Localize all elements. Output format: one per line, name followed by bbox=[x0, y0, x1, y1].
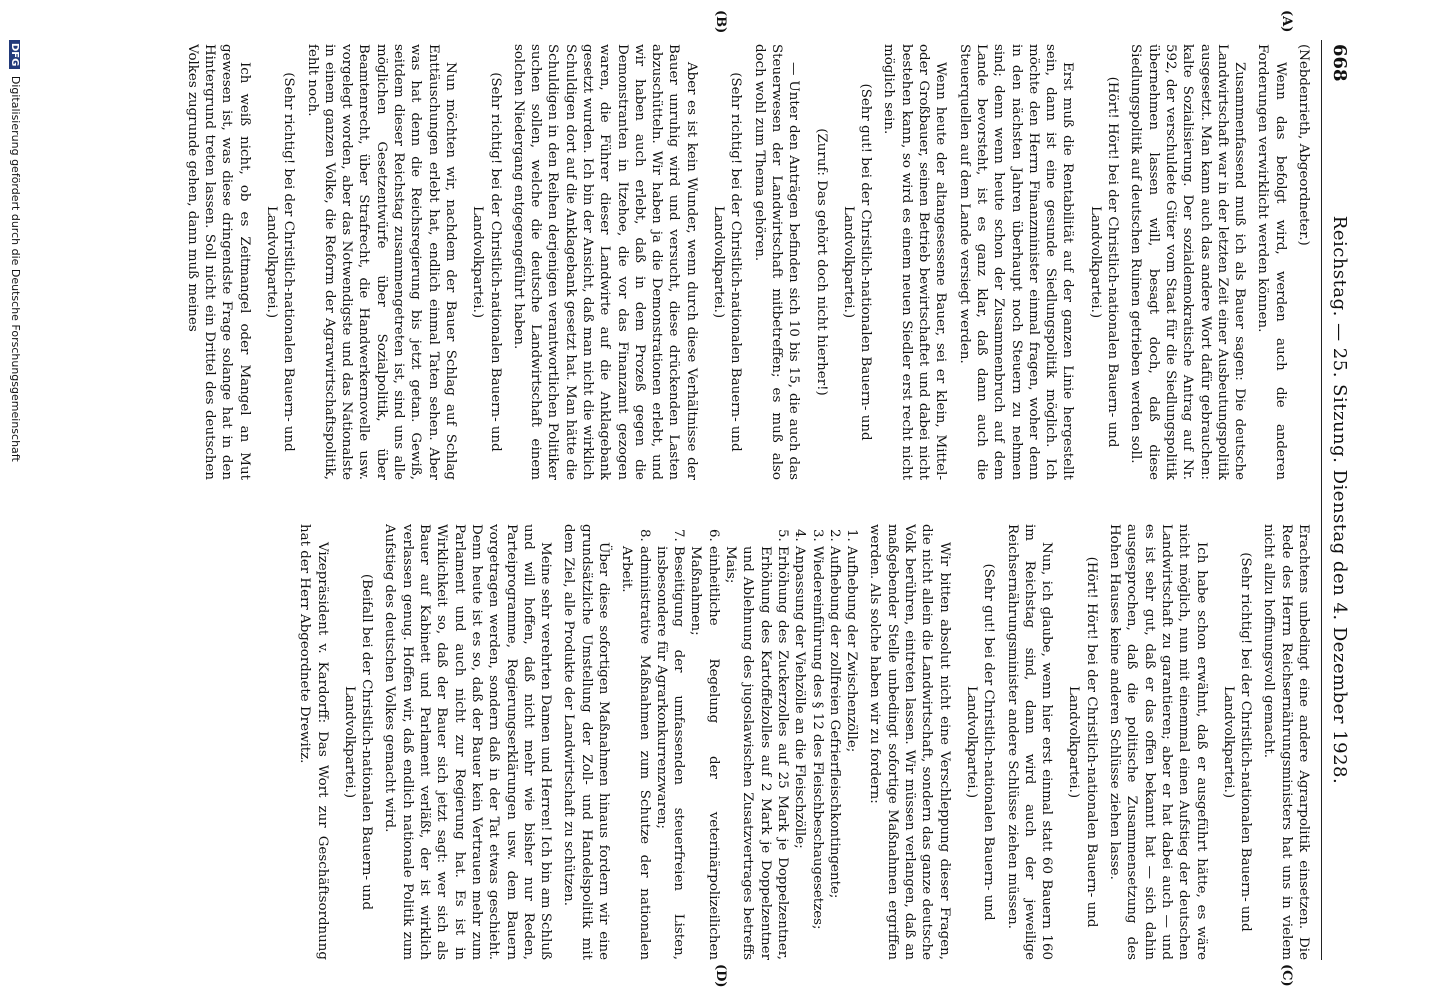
interjection: (Sehr gut! bei der Christlich-nationalen Bauern- und Landvolkpartei.) bbox=[963, 563, 997, 921]
list-item: 6. einheitliche Regelung der veterinärpolizeilichen Maßnahmen; bbox=[687, 546, 722, 960]
paragraph: Ich habe schon erwähnt, daß er ausgeführt hätte, es wäre nicht möglich, nun mit einemmal einen Aufstieg der deutschen Landwirtschaft zu garantieren; aber er hat dabei auch — und es ist sehr gut, daß er das offen bekannt hat — sich dahin ausgesprochen, daß die politische Zusammensetzung des Hohen Hauses keine anderen Schlüsse ziehen lasse. bbox=[1107, 524, 1209, 960]
interjection: (Sehr richtig! bei der Christlich-nationalen Bauern- und Landvolkpartei.) bbox=[1220, 552, 1254, 932]
page-header bbox=[1321, 40, 1352, 960]
interjection: (Hört! Hört! bei der Christlich-nationalen Bauern- und Landvolkpartei.) bbox=[1066, 556, 1099, 928]
paragraph: Wir bitten absolut nicht eine Verschleppung dieser Fragen, die nicht allein die Landwirtschaft, sondern das ganze deutsche Volk berühren, eintreten lassen. Wir müssen verlangen, daß an maßgebender Stelle unbedingt sofortige Maßnahmen ergriffen werden. Als solche haben wir zu fordern: bbox=[867, 524, 952, 960]
paragraph: Nun möchten wir, nachdem der Bauer Schlag auf Schlag Enttäuschungen erlebt hat, endlich einmal Taten sehen. Aber was hat denn die Reichsregierung bis jetzt getan. Gewiß, seitdem dieser Reichstag zusammengetreten ist, sind uns alle möglichen Gesetzentwürfe über Sozialpolitik, über Beamtenrecht, über Strafrecht, die Handwerkernovelle usw. vorgelegt worden, aber das Notwendigste und das Nationalste in einem ganzen Volke, die Reform der Agrarwirtschaftspolitik, fehlt noch. bbox=[304, 44, 458, 480]
interjection: (Sehr gut! bei der Christlich-nationalen Bauern- und Landvolkpartei.) bbox=[840, 83, 874, 441]
digitization-footer bbox=[9, 40, 22, 960]
paragraph: Erst muß die Rentabilität auf der ganzen Linie hergestellt sein, dann ist eine gesunde Siedlungspolitik möglich. Ich möchte den Herrn Finanzminister einmal fragen, woher denn in den nächsten Jahren überhaupt noch Steuern zu nehmen sind; denn wenn heute schon der Zusammenbruch auf dem Lande bevorsteht, ist es ganz klar, daß dann auch die Steuerquellen auf dem Lande versiegt werden. bbox=[956, 44, 1076, 480]
paragraph: Über diese sofortigen Maßnahmen hinaus fordern wir eine grundsätzliche Umstellung der Zoll- und Handelspolitik mit dem Ziel, alle Produkte der Landwirtschaft zu schützen. bbox=[561, 524, 612, 960]
paragraph: Wenn heute der altangesessene Bauer, sei er klein, Mittel- oder Großbauer, seinen Betrieb bewirtschaftet und dabei nicht bestehen kann, so wird es einem neuen Siedler erst recht nicht möglich sein. bbox=[881, 44, 949, 480]
paragraph: Erachtens unbedingt eine andere Agrarpolitik einsetzen. Die Rede des Herrn Reichsernährungsministers hat uns in vielem nicht allzu hoffnungsvoll gemacht. bbox=[1261, 524, 1311, 960]
page-number: 668 bbox=[1329, 44, 1350, 82]
interjection: (Zuruf: Das gehört doch nicht hierher!) bbox=[813, 128, 829, 396]
paragraph: Nun, ich glaube, wenn hier erst einmal statt 60 Bauern 160 im Reichstag sind, dann wird auch der jeweilige Reichsernährungsminister andere Schlüsse ziehen müssen. bbox=[1004, 524, 1055, 960]
list-item: 5. Erhöhung des Zuckerzolles auf 25 Mark je Doppelzentner, Erhöhung des Kartoffelzolles auf 2 Mark je Doppelzentner und Ablehnung des jugoslawischen Zusatzvertrages betreffs Mais; bbox=[722, 546, 791, 960]
interjection: (Beifall bei der Christlich-nationalen Bauern- und Landvolkpartei.) bbox=[341, 573, 375, 911]
paragraph: Wenn das befolgt wird, werden auch die anderen Forderungen verwirklicht werden können. bbox=[1255, 44, 1288, 480]
list-item: 4. Anpassung der Viehzölle an die Fleischzölle; bbox=[791, 546, 808, 960]
speaker-line: (Nebdenrieth, Abgeordneter.) bbox=[1296, 44, 1311, 246]
interjection: (Sehr richtig! bei der Christlich-nationalen Bauern- und Landvolkpartei.) bbox=[711, 72, 744, 452]
paragraph: Zusammenfassend muß ich als Bauer sagen: Die deutsche Landwirtschaft war in der letzten Zeit einer Ausbeutungspolitik ausgesetzt. Man kann auch das andere Wort dafür gebrauchen: kalte Sozialisierung. Der sozialdemokratische Antrag auf Nr. 592, der verschuldete Güter vom Staat für die Siedlungspolitik übernehmen lassen will, besagt doch, daß diese Siedlungspolitik auf deutschen Ruinen getrieben werden soll. bbox=[1128, 44, 1248, 480]
paragraph: — Unter den Anträgen befinden sich 10 bis 15, die auch das Steuerwesen der Landwirtschaft mitbetreffen; es muß also doch wohl zum Thema gehören. bbox=[751, 44, 802, 480]
interjection: (Hört! Hört! bei der Christlich-nationalen Bauern- und Landvolkpartei.) bbox=[1087, 76, 1121, 448]
page-title: Reichstag. — 25. Sitzung. Dienstag den 4. Dezember 1928. bbox=[1329, 215, 1350, 785]
list-item: 1. Aufhebung der Zwischenzölle; bbox=[843, 546, 860, 960]
interjection: (Sehr richtig! bei der Christlich-nationalen Bauern- und Landvolkpartei.) bbox=[263, 72, 297, 452]
dfg-logo: DFG bbox=[9, 40, 20, 69]
list-item: 7. Beseitigung der umfassenden steuerfreien Listen, insbesondere für Agrarkonkurrenzwaren; bbox=[653, 546, 688, 960]
paragraph: Aber es ist kein Wunder, wenn durch diese Verhältnisse der Bauer unruhig wird und versucht, diese drückenden Lasten abzuschütteln. Wir haben ja die Demonstrationen erlebt, und wir haben auch erlebt, daß in dem Prozeß gegen die Demonstranten in Itzehoe, die vor das Finanzamt gezogen waren, die Führer dieser Landwirte auf die Anklagebank gesetzt wurden. Ich bin der Ansicht, daß man nicht die wirklich Schuldigen dort auf die Anklagebank gesetzt hat. Man hätte die Schuldigen in den Reihen derjenigen verantwortlichen Politiker suchen sollen, welche die deutsche Landwirtschaft einem solchen Niedergang entgegengeführt haben. bbox=[510, 44, 699, 480]
paragraph: Vizepräsident v. Kardorff: Das Wort zur Geschäftsordnung hat der Herr Abgeordnete Drewitz. bbox=[297, 524, 330, 960]
interjection: (Sehr richtig! bei der Christlich-nationalen Bauern- und Landvolkpartei.) bbox=[470, 72, 503, 452]
margin-marker-d: (D) bbox=[713, 964, 728, 988]
paragraph: Meine sehr verehrten Damen und Herren! Ich bin am Schluß und will hoffen, daß nicht mehr wie bisher nur Reden, Parteiprogramme, Regierungserklärungen usw. dem Bauern vorgetragen werden, sondern daß in der Tat etwas geschieht. Denn heute ist es so, daß der Bauer kein Vertrauen mehr zum Parlament und auch nicht zur Regierung hat. Es ist in Wirklichkeit so, daß der Bauer sich jetzt sagt: wer sich als Bauer auf Kabinett und Parlament verläßt, der ist wirklich verlassen genug. Hoffen wir, daß endlich nationale Politik zum Aufstieg des deutschen Volkes gemacht wird. bbox=[382, 524, 554, 960]
right-column bbox=[42, 524, 1312, 960]
margin-marker-b: (B) bbox=[713, 10, 728, 34]
margin-marker-a: (A) bbox=[1279, 10, 1294, 33]
margin-marker-c: (C) bbox=[1279, 964, 1294, 987]
list-item: 2. Aufhebung der zollfreien Gefrierfleischkontingente; bbox=[826, 546, 843, 960]
footer-text: Digitalisierung gefördert durch die Deutsche Forschungsgemeinschaft bbox=[9, 75, 22, 462]
paragraph: Ich weiß nicht, ob es Zeitmangel oder Mangel an Mut gewesen ist, was diese dringendste Frage solange hat in den Hintergrund treten lassen. Soll nicht ein Drittel des deutschen Volkes zugrunde gehen, dann muß meines bbox=[184, 44, 252, 480]
demands-list bbox=[618, 524, 860, 960]
left-column bbox=[42, 44, 1312, 480]
list-item: 8. administrative Maßnahmen zum Schutze der nationalen Arbeit. bbox=[618, 546, 653, 960]
list-item: 3. Wiedereinführung des § 12 des Fleischbeschaugesetzes; bbox=[808, 546, 825, 960]
